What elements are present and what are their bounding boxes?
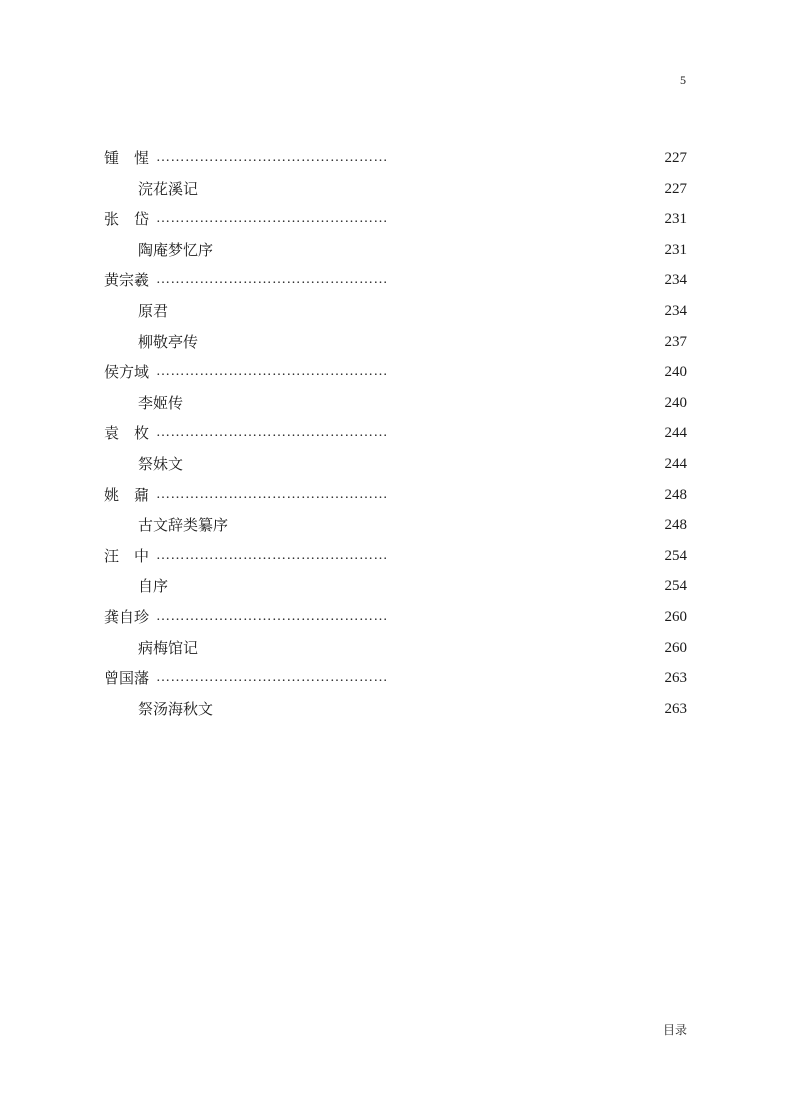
toc-author-entry[interactable] bbox=[104, 663, 687, 694]
toc-author-entry[interactable] bbox=[104, 357, 687, 388]
dot-leader: ………………………………………… bbox=[156, 150, 388, 165]
toc-author-entry[interactable] bbox=[104, 602, 687, 633]
work-title: 柳敬亭传 bbox=[138, 332, 199, 351]
toc-work-entry[interactable] bbox=[104, 633, 687, 664]
page-ref: 244 bbox=[664, 425, 687, 442]
toc-work-entry[interactable] bbox=[104, 235, 687, 266]
toc-author-entry[interactable] bbox=[104, 143, 687, 174]
toc-work-entry[interactable] bbox=[104, 327, 687, 358]
work-title: 古文辞类纂序 bbox=[138, 516, 229, 535]
toc-author-entry[interactable] bbox=[104, 418, 687, 449]
page-ref: 240 bbox=[664, 364, 687, 381]
dot-leader: ………………………………………… bbox=[156, 211, 388, 227]
author-name: 侯方域 bbox=[104, 363, 150, 382]
toc-author-entry[interactable] bbox=[104, 204, 687, 235]
dot-leader: ………………………………………… bbox=[156, 364, 388, 380]
author-name: 龚自珍 bbox=[104, 607, 150, 626]
page-ref: 227 bbox=[664, 180, 687, 197]
page-ref: 263 bbox=[664, 700, 687, 717]
toc-work-entry[interactable] bbox=[104, 296, 687, 327]
page-ref: 263 bbox=[664, 670, 687, 687]
work-title: 祭汤海秋文 bbox=[138, 699, 214, 718]
work-title: 祭妹文 bbox=[138, 454, 184, 473]
work-title: 原君 bbox=[138, 301, 169, 320]
page-ref: 234 bbox=[664, 302, 687, 319]
toc-work-entry[interactable] bbox=[104, 388, 687, 419]
work-title: 自序 bbox=[138, 577, 169, 596]
page-ref: 227 bbox=[664, 150, 687, 166]
toc-author-entry[interactable] bbox=[104, 265, 687, 296]
toc-work-entry[interactable] bbox=[104, 449, 687, 480]
author-name: 曾国藩 bbox=[104, 669, 150, 688]
author-name: 袁 枚 bbox=[104, 424, 150, 443]
dot-leader: ………………………………………… bbox=[156, 425, 388, 441]
page-ref: 244 bbox=[664, 455, 687, 472]
page-ref: 240 bbox=[664, 394, 687, 411]
dot-leader: ………………………………………… bbox=[156, 486, 388, 502]
author-name: 张 岱 bbox=[104, 210, 150, 229]
page-ref: 231 bbox=[664, 241, 687, 258]
page-number: 5 bbox=[680, 73, 686, 87]
dot-leader: ………………………………………… bbox=[156, 272, 388, 288]
work-title: 病梅馆记 bbox=[138, 638, 199, 657]
page-ref: 254 bbox=[664, 547, 687, 564]
dot-leader: ………………………………………… bbox=[156, 608, 388, 624]
page-ref: 248 bbox=[664, 517, 687, 534]
author-name: 锺 惺 bbox=[104, 149, 150, 167]
page-ref: 234 bbox=[664, 272, 687, 289]
page-ref: 254 bbox=[664, 578, 687, 595]
author-name: 姚 鼐 bbox=[104, 485, 150, 504]
toc-work-entry[interactable] bbox=[104, 174, 687, 205]
toc-work-entry[interactable] bbox=[104, 694, 687, 725]
page-ref: 248 bbox=[664, 486, 687, 503]
table-of-contents bbox=[104, 143, 687, 724]
toc-work-entry[interactable] bbox=[104, 510, 687, 541]
footer-section-label: 目录 bbox=[662, 1023, 687, 1037]
toc-work-entry[interactable] bbox=[104, 571, 687, 602]
page-ref: 237 bbox=[664, 333, 687, 350]
toc-author-entry[interactable] bbox=[104, 480, 687, 511]
work-title: 陶庵梦忆序 bbox=[138, 240, 214, 259]
page-ref: 260 bbox=[664, 639, 687, 656]
toc-author-entry[interactable] bbox=[104, 541, 687, 572]
page-ref: 260 bbox=[664, 608, 687, 625]
page-ref: 231 bbox=[664, 211, 687, 228]
author-name: 汪 中 bbox=[104, 546, 150, 565]
dot-leader: ………………………………………… bbox=[156, 670, 388, 686]
author-name: 黄宗羲 bbox=[104, 271, 150, 290]
work-title: 浣花溪记 bbox=[138, 179, 199, 198]
work-title: 李姬传 bbox=[138, 393, 184, 412]
dot-leader: ………………………………………… bbox=[156, 547, 388, 563]
